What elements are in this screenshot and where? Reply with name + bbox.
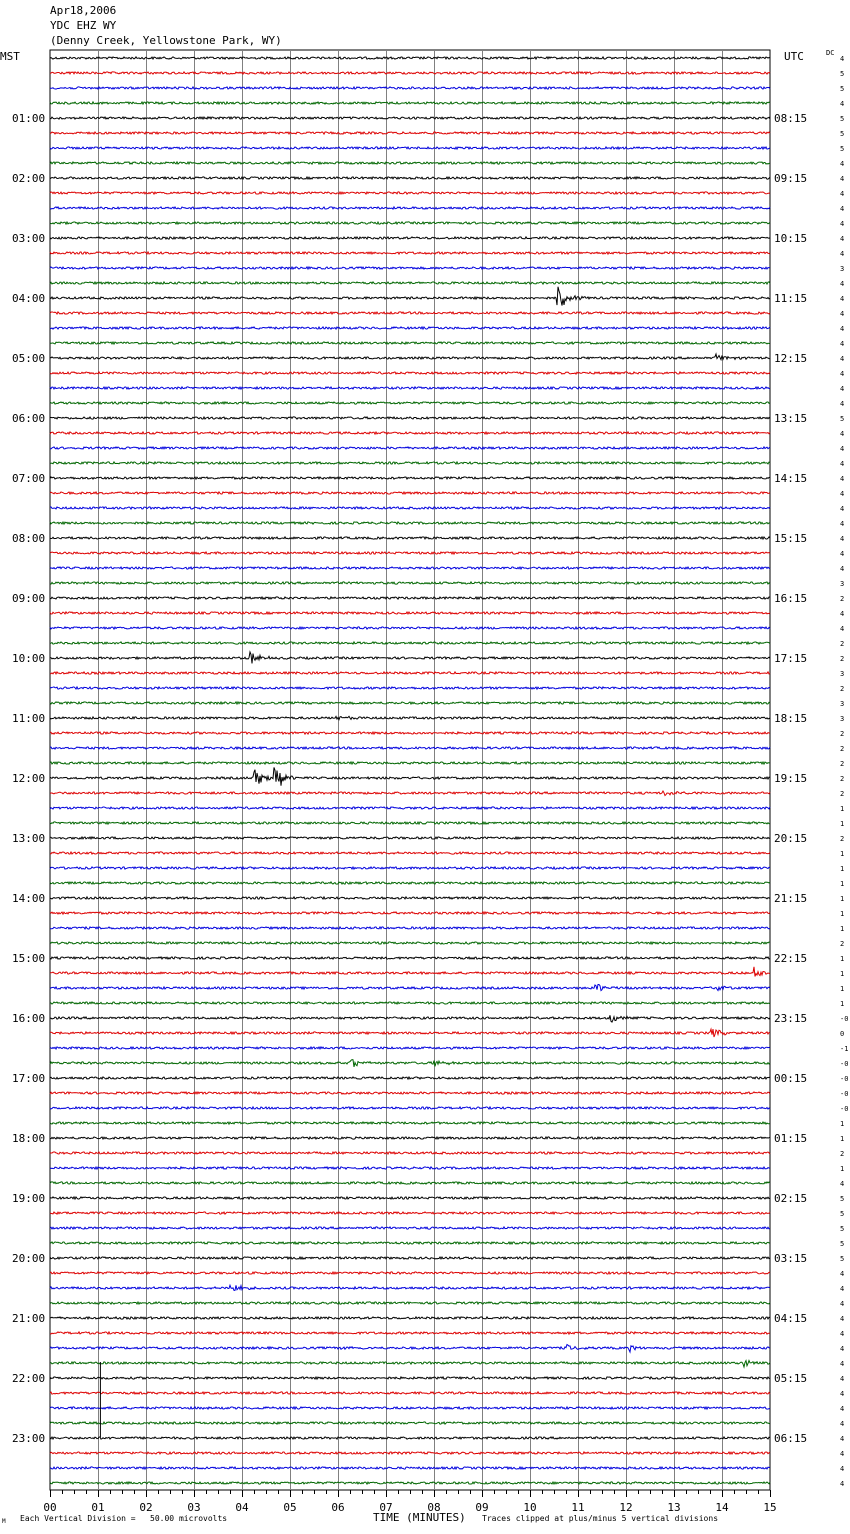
dc-offset-value: 1 xyxy=(840,910,845,918)
trace-line xyxy=(50,1047,770,1049)
trace-line xyxy=(50,552,770,554)
left-hour-label: 03:00 xyxy=(12,232,46,245)
dc-offset-header: DC xyxy=(826,49,835,57)
corner-mark: M xyxy=(2,1518,6,1525)
trace-line xyxy=(50,791,770,796)
scale-note: Each Vertical Division = 50.00 microvolts xyxy=(20,1514,228,1523)
trace-line xyxy=(50,762,770,764)
trace-line xyxy=(50,912,770,914)
dc-offset-value: 2 xyxy=(840,790,845,798)
x-tick-label: 09 xyxy=(475,1501,489,1514)
trace-line xyxy=(50,1377,770,1379)
trace-line xyxy=(50,102,770,104)
trace-line xyxy=(50,1392,770,1394)
dc-offset-value: 4 xyxy=(840,1390,845,1398)
dc-offset-value: 2 xyxy=(840,640,845,648)
left-timezone-label: MST xyxy=(0,50,20,63)
trace-line xyxy=(50,822,770,824)
x-tick-label: 00 xyxy=(43,1501,57,1514)
dc-offset-value: 1 xyxy=(840,850,845,858)
trace-line xyxy=(50,477,770,479)
trace-line xyxy=(50,462,770,464)
trace-line xyxy=(50,1060,770,1067)
dc-offset-value: 4 xyxy=(840,100,845,108)
left-hour-label: 23:00 xyxy=(12,1432,46,1445)
dc-offset-value: 5 xyxy=(840,130,845,138)
dc-offset-value: -0 xyxy=(840,1060,849,1068)
x-tick-label: 02 xyxy=(139,1501,153,1514)
dc-offset-value: 4 xyxy=(840,1450,845,1458)
dc-offset-value: 3 xyxy=(840,265,845,273)
left-hour-label: 19:00 xyxy=(12,1192,46,1205)
x-tick-label: 13 xyxy=(667,1501,681,1514)
right-hour-label: 06:15 xyxy=(774,1432,808,1445)
left-hour-label: 04:00 xyxy=(12,292,46,305)
trace-line xyxy=(50,237,770,239)
trace-line xyxy=(50,942,770,944)
trace-line xyxy=(50,1197,770,1199)
dc-offset-value: 2 xyxy=(840,760,845,768)
trace-line xyxy=(50,207,770,209)
trace-line xyxy=(50,1467,770,1469)
trace-line xyxy=(50,537,770,539)
dc-offset-value: 4 xyxy=(840,1270,845,1278)
dc-offset-value: -0 xyxy=(840,1075,849,1083)
trace-line xyxy=(50,767,770,785)
left-hour-label: 02:00 xyxy=(12,172,46,185)
dc-offset-value: 3 xyxy=(840,700,845,708)
trace-line xyxy=(50,867,770,869)
dc-offset-value: 4 xyxy=(840,505,845,513)
dc-offset-value: 4 xyxy=(840,325,845,333)
dc-offset-value: 4 xyxy=(840,1285,845,1293)
dc-offset-value: 5 xyxy=(840,1210,845,1218)
dc-offset-value: 4 xyxy=(840,1345,845,1353)
dc-offset-value: 5 xyxy=(840,1255,845,1263)
x-tick-label: 08 xyxy=(427,1501,441,1514)
trace-line xyxy=(50,432,770,434)
trace-line xyxy=(50,117,770,119)
right-hour-label: 19:15 xyxy=(774,772,808,785)
trace-line xyxy=(50,1015,770,1022)
trace-line xyxy=(50,1122,770,1124)
dc-offset-value: -0 xyxy=(840,1105,849,1113)
right-hour-label: 10:15 xyxy=(774,232,808,245)
left-hour-label: 07:00 xyxy=(12,472,46,485)
trace-line xyxy=(50,1029,770,1037)
dc-offset-value: 4 xyxy=(840,385,845,393)
dc-offset-value: 4 xyxy=(840,1300,845,1308)
right-hour-label: 02:15 xyxy=(774,1192,808,1205)
trace-line xyxy=(50,732,770,734)
dc-offset-value: 3 xyxy=(840,580,845,588)
trace-line xyxy=(50,1452,770,1454)
trace-line xyxy=(50,1361,770,1368)
left-hour-label: 12:00 xyxy=(12,772,46,785)
x-tick-label: 05 xyxy=(283,1501,297,1514)
left-hour-label: 21:00 xyxy=(12,1312,46,1325)
dc-offset-value: 4 xyxy=(840,625,845,633)
dc-offset-value: 4 xyxy=(840,235,845,243)
trace-line xyxy=(50,1002,770,1004)
right-hour-label: 23:15 xyxy=(774,1012,808,1025)
dc-offset-value: 4 xyxy=(840,610,845,618)
trace-line xyxy=(50,282,770,284)
trace-line xyxy=(50,1212,770,1214)
dc-offset-value: 1 xyxy=(840,985,845,993)
dc-offset-value: 1 xyxy=(840,1135,845,1143)
trace-line xyxy=(50,612,770,614)
trace-line xyxy=(50,582,770,584)
dc-offset-value: 1 xyxy=(840,955,845,963)
trace-line xyxy=(50,177,770,179)
trace-line xyxy=(50,57,770,59)
dc-offset-value: 1 xyxy=(840,820,845,828)
trace-line xyxy=(50,1242,770,1244)
trace-line xyxy=(50,1482,770,1484)
left-hour-label: 10:00 xyxy=(12,652,46,665)
dc-offset-value: 5 xyxy=(840,85,845,93)
dc-offset-value: 1 xyxy=(840,1000,845,1008)
dc-offset-value: 4 xyxy=(840,1360,845,1368)
trace-line xyxy=(50,1317,770,1319)
left-hour-label: 17:00 xyxy=(12,1072,46,1085)
dc-offset-value: 1 xyxy=(840,970,845,978)
trace-line xyxy=(50,507,770,509)
dc-offset-value: 4 xyxy=(840,430,845,438)
left-hour-label: 15:00 xyxy=(12,952,46,965)
x-tick-label: 15 xyxy=(763,1501,777,1514)
trace-line xyxy=(50,882,770,884)
trace-line xyxy=(50,417,770,419)
trace-line xyxy=(50,1285,770,1290)
right-hour-label: 18:15 xyxy=(774,712,808,725)
trace-line xyxy=(50,957,770,959)
dc-offset-value: 2 xyxy=(840,1150,845,1158)
right-hour-label: 15:15 xyxy=(774,532,808,545)
left-hour-label: 08:00 xyxy=(12,532,46,545)
trace-line xyxy=(50,267,770,269)
right-hour-label: 22:15 xyxy=(774,952,808,965)
trace-line xyxy=(50,312,770,314)
dc-offset-value: 2 xyxy=(840,595,845,603)
dc-offset-value: 4 xyxy=(840,1465,845,1473)
left-hour-label: 01:00 xyxy=(12,112,46,125)
dc-offset-value: 5 xyxy=(840,70,845,78)
right-hour-label: 08:15 xyxy=(774,112,808,125)
dc-offset-value: 4 xyxy=(840,445,845,453)
dc-offset-value: 4 xyxy=(840,1375,845,1383)
trace-line xyxy=(50,162,770,164)
left-hour-label: 16:00 xyxy=(12,1012,46,1025)
dc-offset-value: 2 xyxy=(840,940,845,948)
dc-offset-value: 4 xyxy=(840,550,845,558)
dc-offset-value: 4 xyxy=(840,295,845,303)
dc-offset-value: 4 xyxy=(840,1420,845,1428)
trace-line xyxy=(50,132,770,134)
x-tick-label: 04 xyxy=(235,1501,249,1514)
trace-line xyxy=(50,687,770,689)
trace-line xyxy=(50,597,770,599)
dc-offset-value: 2 xyxy=(840,730,845,738)
dc-offset-value: 4 xyxy=(840,205,845,213)
station-code: YDC EHZ WY xyxy=(50,19,117,32)
dc-offset-value: 2 xyxy=(840,685,845,693)
trace-line xyxy=(50,1302,770,1304)
trace-line xyxy=(50,1182,770,1184)
station-location: (Denny Creek, Yellowstone Park, WY) xyxy=(50,34,282,47)
left-hour-label: 11:00 xyxy=(12,712,46,725)
dc-offset-value: 4 xyxy=(840,460,845,468)
right-hour-label: 11:15 xyxy=(774,292,808,305)
clip-note: Traces clipped at plus/minus 5 vertical divisions xyxy=(482,1514,719,1523)
dc-offset-value: 4 xyxy=(840,190,845,198)
dc-offset-value: -0 xyxy=(840,1090,849,1098)
right-hour-label: 05:15 xyxy=(774,1372,808,1385)
dc-offset-value: 4 xyxy=(840,355,845,363)
dc-offset-value: 5 xyxy=(840,115,845,123)
dc-offset-value: 1 xyxy=(840,880,845,888)
x-tick-label: 12 xyxy=(619,1501,633,1514)
dc-offset-value: 4 xyxy=(840,340,845,348)
trace-line xyxy=(50,652,770,664)
dc-offset-value: 4 xyxy=(840,175,845,183)
trace-line xyxy=(50,747,770,749)
dc-offset-value: 2 xyxy=(840,775,845,783)
left-hour-label: 05:00 xyxy=(12,352,46,365)
trace-line xyxy=(50,1407,770,1409)
dc-offset-value: 4 xyxy=(840,535,845,543)
x-tick-label: 03 xyxy=(187,1501,201,1514)
dc-offset-value: -1 xyxy=(840,1045,849,1053)
left-hour-label: 14:00 xyxy=(12,892,46,905)
trace-line xyxy=(50,967,770,977)
dc-offset-value: 4 xyxy=(840,490,845,498)
dc-offset-value: 1 xyxy=(840,895,845,903)
trace-line xyxy=(50,716,770,719)
dc-offset-value: 1 xyxy=(840,1120,845,1128)
dc-offset-value: 4 xyxy=(840,220,845,228)
dc-offset-value: 0 xyxy=(840,1030,845,1038)
trace-line xyxy=(50,252,770,254)
trace-line xyxy=(50,522,770,524)
right-hour-label: 17:15 xyxy=(774,652,808,665)
trace-line xyxy=(50,627,770,629)
x-tick-label: 14 xyxy=(715,1501,729,1514)
dc-offset-value: 5 xyxy=(840,415,845,423)
trace-line xyxy=(50,287,770,306)
dc-offset-value: -0 xyxy=(840,1015,849,1023)
dc-offset-value: 5 xyxy=(840,1195,845,1203)
trace-line xyxy=(50,1092,770,1094)
trace-line xyxy=(50,702,770,704)
trace-line xyxy=(50,927,770,929)
dc-offset-value: 1 xyxy=(840,805,845,813)
dc-offset-value: 2 xyxy=(840,745,845,753)
right-hour-label: 04:15 xyxy=(774,1312,808,1325)
right-hour-label: 13:15 xyxy=(774,412,808,425)
left-hour-label: 22:00 xyxy=(12,1372,46,1385)
x-tick-label: 06 xyxy=(331,1501,345,1514)
trace-line xyxy=(50,354,770,360)
dc-offset-value: 5 xyxy=(840,1240,845,1248)
trace-line xyxy=(50,222,770,224)
dc-offset-value: 4 xyxy=(840,1180,845,1188)
right-hour-label: 21:15 xyxy=(774,892,808,905)
trace-line xyxy=(50,1077,770,1079)
dc-offset-value: 4 xyxy=(840,1480,845,1488)
trace-line xyxy=(50,1332,770,1334)
dc-offset-value: 1 xyxy=(840,865,845,873)
x-axis-title: TIME (MINUTES) xyxy=(373,1511,466,1524)
trace-line xyxy=(50,852,770,854)
trace-line xyxy=(50,1437,770,1439)
trace-line xyxy=(50,672,770,674)
dc-offset-value: 4 xyxy=(840,1315,845,1323)
dc-offset-value: 4 xyxy=(840,1330,845,1338)
trace-line xyxy=(50,1345,770,1353)
trace-line xyxy=(50,642,770,644)
trace-line xyxy=(50,1137,770,1139)
dc-offset-value: 4 xyxy=(840,475,845,483)
dc-offset-value: 1 xyxy=(840,925,845,933)
trace-line xyxy=(50,897,770,899)
left-hour-label: 09:00 xyxy=(12,592,46,605)
right-timezone-label: UTC xyxy=(784,50,804,63)
trace-line xyxy=(50,147,770,149)
trace-line xyxy=(50,192,770,194)
dc-offset-value: 4 xyxy=(840,565,845,573)
dc-offset-value: 3 xyxy=(840,715,845,723)
dc-offset-value: 4 xyxy=(840,280,845,288)
trace-line xyxy=(50,447,770,449)
dc-offset-value: 5 xyxy=(840,145,845,153)
trace-line xyxy=(50,837,770,839)
plot-date: Apr18,2006 xyxy=(50,4,117,17)
right-hour-label: 03:15 xyxy=(774,1252,808,1265)
trace-line xyxy=(50,985,770,991)
right-hour-label: 01:15 xyxy=(774,1132,808,1145)
dc-offset-value: 2 xyxy=(840,835,845,843)
right-hour-label: 09:15 xyxy=(774,172,808,185)
dc-offset-value: 3 xyxy=(840,670,845,678)
trace-line xyxy=(50,1257,770,1259)
x-tick-label: 11 xyxy=(571,1501,585,1514)
x-tick-label: 07 xyxy=(379,1501,393,1514)
right-hour-label: 14:15 xyxy=(774,472,808,485)
dc-offset-value: 4 xyxy=(840,400,845,408)
x-tick-label: 01 xyxy=(91,1501,105,1514)
left-hour-label: 18:00 xyxy=(12,1132,46,1145)
right-hour-label: 16:15 xyxy=(774,592,808,605)
dc-offset-value: 4 xyxy=(840,1405,845,1413)
dc-offset-value: 4 xyxy=(840,250,845,258)
trace-line xyxy=(50,1227,770,1229)
dc-offset-value: 4 xyxy=(840,370,845,378)
trace-line xyxy=(50,567,770,569)
x-tick-label: 10 xyxy=(523,1501,537,1514)
left-hour-label: 13:00 xyxy=(12,832,46,845)
dc-offset-value: 1 xyxy=(840,1165,845,1173)
trace-line xyxy=(50,1422,770,1424)
trace-line xyxy=(50,1152,770,1154)
dc-offset-value: 4 xyxy=(840,520,845,528)
left-hour-label: 06:00 xyxy=(12,412,46,425)
trace-line xyxy=(50,1272,770,1274)
right-hour-label: 12:15 xyxy=(774,352,808,365)
dc-offset-value: 5 xyxy=(840,1225,845,1233)
dc-offset-value: 4 xyxy=(840,55,845,63)
trace-line xyxy=(50,87,770,89)
dc-offset-value: 2 xyxy=(840,655,845,663)
trace-line xyxy=(50,342,770,344)
trace-line xyxy=(50,327,770,329)
trace-line xyxy=(50,1167,770,1169)
trace-line xyxy=(50,387,770,389)
trace-line xyxy=(50,492,770,494)
trace-line xyxy=(50,72,770,74)
trace-line xyxy=(50,402,770,404)
dc-offset-value: 4 xyxy=(840,160,845,168)
right-hour-label: 00:15 xyxy=(774,1072,808,1085)
trace-line xyxy=(50,1107,770,1109)
right-hour-label: 20:15 xyxy=(774,832,808,845)
seismic-traces xyxy=(50,55,848,1488)
left-hour-label: 20:00 xyxy=(12,1252,46,1265)
dc-offset-value: 4 xyxy=(840,310,845,318)
trace-line xyxy=(50,372,770,374)
trace-line xyxy=(50,807,770,809)
dc-offset-value: 4 xyxy=(840,1435,845,1443)
